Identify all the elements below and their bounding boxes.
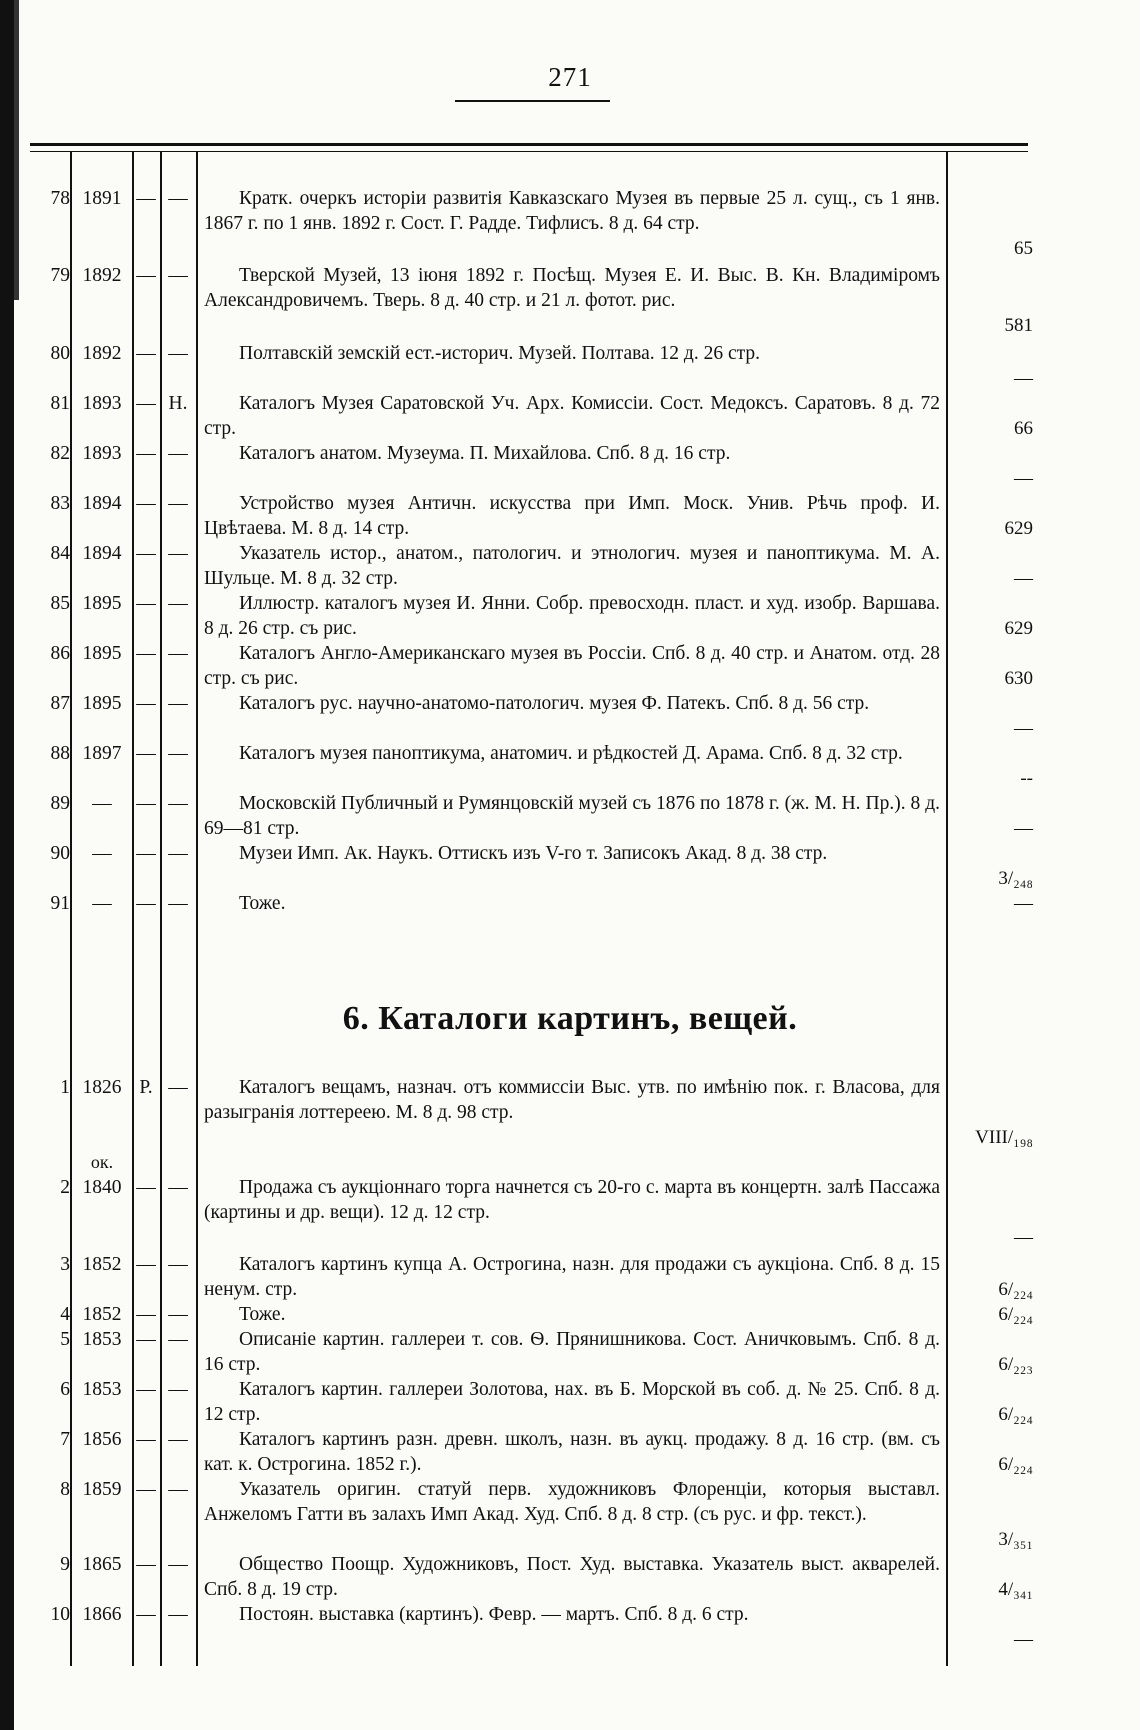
entry-year: 1866	[82, 1604, 122, 1625]
entry-reference: 65	[1014, 238, 1033, 259]
entry-column-4: —	[168, 343, 188, 364]
table-row	[0, 741, 1040, 791]
entry-year-prefix: ок.	[90, 1152, 114, 1172]
entry-column-4: —	[168, 743, 188, 764]
table-row	[0, 591, 1040, 641]
entry-column-3: —	[136, 1554, 156, 1575]
table-row	[0, 841, 1040, 891]
entry-number: 90	[50, 843, 70, 864]
entry-year: 1852	[82, 1254, 122, 1275]
table-row	[0, 1477, 1040, 1552]
entry-year: 1865	[82, 1554, 122, 1575]
entry-column-4: —	[168, 543, 188, 564]
entry-year: —	[92, 893, 112, 914]
table-row	[0, 1075, 1040, 1150]
entry-description: Указатель оригин. статуй перв. художниковъ Флоренціи, которыя выставл. Анжеломъ Гатти въ залахъ Имп Акад. Худ. Спб. 8 д. 8 стр. (съ рус. и фр. текст.).	[204, 1479, 940, 1525]
entry-description: Каталогъ картинъ разн. древн. школъ, назн. въ аукц. продажу. 8 д. 16 стр. (вм. съ кат. к. Острогина. 1852 г.).	[204, 1429, 940, 1475]
entry-number: 9	[60, 1554, 70, 1575]
entry-year: 1826	[82, 1077, 122, 1098]
entry-year: 1891	[82, 188, 122, 209]
entry-description: Тверской Музей, 13 іюня 1892 г. Посѣщ. Музея Е. И. Выс. В. Кн. Владиміромъ Александровичемъ. Тверь. 8 д. 40 стр. и 21 л. фотот. рис.	[204, 265, 940, 311]
entry-column-3: —	[136, 188, 156, 209]
entry-description: Каталогъ анатом. Музеума. П. Михайлова. Спб. 8 д. 16 стр.	[239, 443, 731, 464]
entry-reference: 6/₂₂₄	[998, 1279, 1033, 1300]
entry-number: 8	[60, 1479, 70, 1500]
entry-description: Общество Поощр. Художниковъ, Пост. Худ. выставка. Указатель выст. акварелей. Спб. 8 д. 19 стр.	[204, 1554, 940, 1600]
table-row	[0, 391, 1040, 441]
entry-reference: 6/₂₂₄	[998, 1404, 1033, 1425]
entry-reference: VIII/₁₉₈	[975, 1127, 1033, 1148]
entry-number: 78	[50, 188, 70, 209]
page-number: 271	[548, 62, 592, 92]
entry-year: 1895	[82, 693, 122, 714]
entry-column-3: —	[136, 593, 156, 614]
entry-number: 88	[50, 743, 70, 764]
entry-year: 1894	[82, 493, 122, 514]
entry-column-3: —	[136, 1177, 156, 1198]
entry-description: Кратк. очеркъ исторіи развитія Кавказскаго Музея въ первые 25 л. сущ., съ 1 янв. 1867 г. по 1 янв. 1892 г. Сост. Г. Радде. Тифлисъ. 8 д. 64 стр.	[204, 188, 940, 234]
entry-description: Московскій Публичный и Румянцовскій музей съ 1876 по 1878 г. (ж. М. Н. Пр.). 8 д. 69—81 стр.	[204, 793, 940, 839]
entry-year: 1893	[82, 443, 122, 464]
entry-reference: —	[1014, 1227, 1033, 1248]
entry-column-4: —	[168, 1479, 188, 1500]
table-row	[0, 1377, 1040, 1427]
entry-column-3: —	[136, 743, 156, 764]
entry-reference: —	[1014, 568, 1033, 589]
entry-column-3: —	[136, 493, 156, 514]
entry-column-4: —	[168, 1304, 188, 1325]
entry-number: 85	[50, 593, 70, 614]
entry-column-3: —	[136, 343, 156, 364]
table-row	[0, 1602, 1040, 1652]
entry-column-3: —	[136, 443, 156, 464]
table-row	[0, 1427, 1040, 1477]
entry-number: 91	[50, 893, 70, 914]
entry-description: Каталогъ рус. научно-анатомо-патологич. музея Ф. Патекъ. Спб. 8 д. 56 стр.	[239, 693, 870, 714]
entry-description: Тоже.	[239, 1304, 286, 1325]
entry-column-3: —	[136, 1604, 156, 1625]
entry-description: Каталогъ картинъ купца А. Острогина, назн. для продажи съ аукціона. Спб. 8 д. 15 ненум. стр.	[204, 1254, 940, 1300]
entry-reference: 3/₃₅₁	[998, 1529, 1033, 1550]
entry-description: Каталогъ музея паноптикума, анатомич. и рѣдкостей Д. Арама. Спб. 8 д. 32 стр.	[239, 743, 903, 764]
entry-description: Каталогъ вещамъ, назнач. отъ коммиссіи Выс. утв. по имѣнію пок. г. Власова, для разыгранія лоттереею. М. 8 д. 98 стр.	[204, 1077, 940, 1123]
table-row	[0, 891, 1040, 916]
entry-reference: 6/₂₂₄	[998, 1454, 1033, 1475]
entry-reference: 6/₂₂₃	[998, 1354, 1033, 1375]
entry-number: 80	[50, 343, 70, 364]
table-row	[0, 1552, 1040, 1602]
entry-year: 1895	[82, 593, 122, 614]
entry-reference: —	[1014, 893, 1033, 914]
entry-description: Иллюстр. каталогъ музея И. Янни. Собр. превосходн. пласт. и худ. изобр. Варшава. 8 д. 26 стр. съ рис.	[204, 593, 940, 639]
entry-column-4: —	[168, 1429, 188, 1450]
table-header-rule-thin	[30, 151, 1028, 152]
entry-description: Продажа съ аукціоннаго торга начнется съ 20-го с. марта въ концертн. залѣ Пассажа (картины и др. вещи). 12 д. 12 стр.	[204, 1177, 940, 1223]
entry-reference: —	[1014, 818, 1033, 839]
entry-column-4: —	[168, 1177, 188, 1198]
entry-year: —	[92, 793, 112, 814]
entry-column-3: —	[136, 1479, 156, 1500]
entry-number: 83	[50, 493, 70, 514]
entry-description: Каталогъ картин. галлереи Золотова, нах. въ Б. Морской въ соб. д. № 25. Спб. 8 д. 12 стр.	[204, 1379, 940, 1425]
table-row	[0, 1152, 1040, 1250]
entry-column-4: —	[168, 265, 188, 286]
entry-column-4: —	[168, 843, 188, 864]
entry-reference: --	[1020, 768, 1033, 789]
entry-year: 1893	[82, 393, 122, 414]
entry-year: 1894	[82, 543, 122, 564]
entry-reference: 629	[1004, 518, 1033, 539]
table-row	[0, 641, 1040, 691]
entry-column-4: —	[168, 1604, 188, 1625]
entry-column-4: —	[168, 1554, 188, 1575]
entry-number: 81	[50, 393, 70, 414]
entry-number: 7	[60, 1429, 70, 1450]
entry-column-3: —	[136, 693, 156, 714]
entry-year: 1897	[82, 743, 122, 764]
table-row	[0, 791, 1040, 841]
table-row	[0, 691, 1040, 741]
entry-column-4: —	[168, 1077, 188, 1098]
entry-year: 1895	[82, 643, 122, 664]
entry-year: 1892	[82, 265, 122, 286]
entry-description: Тоже.	[239, 893, 286, 914]
entry-reference: 6/₂₂₄	[998, 1304, 1033, 1325]
entry-column-4: —	[168, 693, 188, 714]
entry-number: 10	[50, 1604, 70, 1625]
entry-column-3: —	[136, 1304, 156, 1325]
entry-year: 1853	[82, 1329, 122, 1350]
table-row	[0, 263, 1040, 338]
entry-column-4: —	[168, 1254, 188, 1275]
entry-reference: —	[1014, 468, 1033, 489]
entry-year: 1852	[82, 1304, 122, 1325]
entry-description: Указатель истор., анатом., патологич. и этнологич. музея и паноптикума. М. А. Шульце. М. 8 д. 32 стр.	[204, 543, 940, 589]
entry-reference: —	[1014, 368, 1033, 389]
entry-number: 84	[50, 543, 70, 564]
entry-column-4: —	[168, 893, 188, 914]
entry-column-3: —	[136, 643, 156, 664]
entry-column-4: —	[168, 1379, 188, 1400]
table-header-rule	[30, 143, 1028, 146]
table-row	[0, 441, 1040, 491]
entry-reference: 630	[1004, 668, 1033, 689]
section-title: 6. Каталоги картинъ, вещей.	[342, 1000, 798, 1037]
entry-number: 79	[50, 265, 70, 286]
entry-reference: —	[1014, 1629, 1033, 1650]
page-number-rule	[455, 100, 610, 102]
entry-number: 82	[50, 443, 70, 464]
entry-description: Каталогъ Музея Саратовской Уч. Арх. Комиссіи. Сост. Медоксъ. Саратовъ. 8 д. 72 стр.	[204, 393, 940, 439]
entry-column-3: —	[136, 543, 156, 564]
entry-reference: —	[1014, 718, 1033, 739]
entry-number: 1	[60, 1077, 70, 1098]
entry-column-3: —	[136, 793, 156, 814]
entry-number: 4	[60, 1304, 70, 1325]
entry-column-3: —	[136, 1379, 156, 1400]
entry-column-4: —	[168, 493, 188, 514]
entry-year: —	[92, 843, 112, 864]
entry-column-3: —	[136, 1329, 156, 1350]
entry-column-3: —	[136, 1429, 156, 1450]
table-row	[0, 491, 1040, 541]
entry-number: 87	[50, 693, 70, 714]
entry-column-3: —	[136, 843, 156, 864]
entry-year: 1856	[82, 1429, 122, 1450]
table-row	[0, 186, 1040, 261]
entry-reference: 4/₃₄₁	[998, 1579, 1033, 1600]
entry-reference: 581	[1004, 315, 1033, 336]
entry-column-3: —	[136, 1254, 156, 1275]
entry-year: 1840	[82, 1177, 122, 1198]
entry-description: Описаніе картин. галлереи т. сов. Ѳ. Прянишникова. Сост. Аничковымъ. Спб. 8 д. 16 стр.	[204, 1329, 940, 1375]
entry-column-3: Р.	[139, 1077, 153, 1098]
entry-year: 1892	[82, 343, 122, 364]
entry-column-4: —	[168, 1329, 188, 1350]
entry-column-4: —	[168, 593, 188, 614]
entry-column-4: —	[168, 443, 188, 464]
entry-column-3: —	[136, 893, 156, 914]
entry-column-3: —	[136, 265, 156, 286]
entry-description: Постоян. выставка (картинъ). Февр. — мартъ. Спб. 8 д. 6 стр.	[239, 1604, 749, 1625]
table-row	[0, 341, 1040, 391]
entry-number: 86	[50, 643, 70, 664]
entry-column-3: —	[136, 393, 156, 414]
entry-number: 3	[60, 1254, 70, 1275]
entry-number: 5	[60, 1329, 70, 1350]
entry-reference: 66	[1014, 418, 1033, 439]
entry-column-4: —	[168, 793, 188, 814]
entry-year: 1853	[82, 1379, 122, 1400]
entry-column-4: —	[168, 188, 188, 209]
entry-number: 6	[60, 1379, 70, 1400]
entry-reference: 3/₂₄₈	[998, 868, 1033, 889]
table-row	[0, 541, 1040, 591]
entry-year: 1859	[82, 1479, 122, 1500]
entry-column-4: —	[168, 643, 188, 664]
entry-reference: 629	[1004, 618, 1033, 639]
entry-number: 89	[50, 793, 70, 814]
table-row	[0, 1302, 1040, 1327]
entry-description: Каталогъ Англо-Американскаго музея въ Россіи. Спб. 8 д. 40 стр. и Анатом. отд. 28 стр. съ рис.	[204, 643, 940, 689]
table-row	[0, 1252, 1040, 1302]
entry-description: Устройство музея Античн. искусства при Имп. Моск. Унив. Рѣчь проф. И. Цвѣтаева. М. 8 д. 14 стр.	[204, 493, 940, 539]
entry-number: 2	[60, 1177, 70, 1198]
entry-description: Музеи Имп. Ак. Наукъ. Оттискъ изъ V-го т. Записокъ Акад. 8 д. 38 стр.	[239, 843, 828, 864]
entry-description: Полтавскій земскій ест.-историч. Музей. Полтава. 12 д. 26 стр.	[239, 343, 760, 364]
table-row	[0, 1327, 1040, 1377]
entry-column-4: Н.	[168, 393, 188, 414]
